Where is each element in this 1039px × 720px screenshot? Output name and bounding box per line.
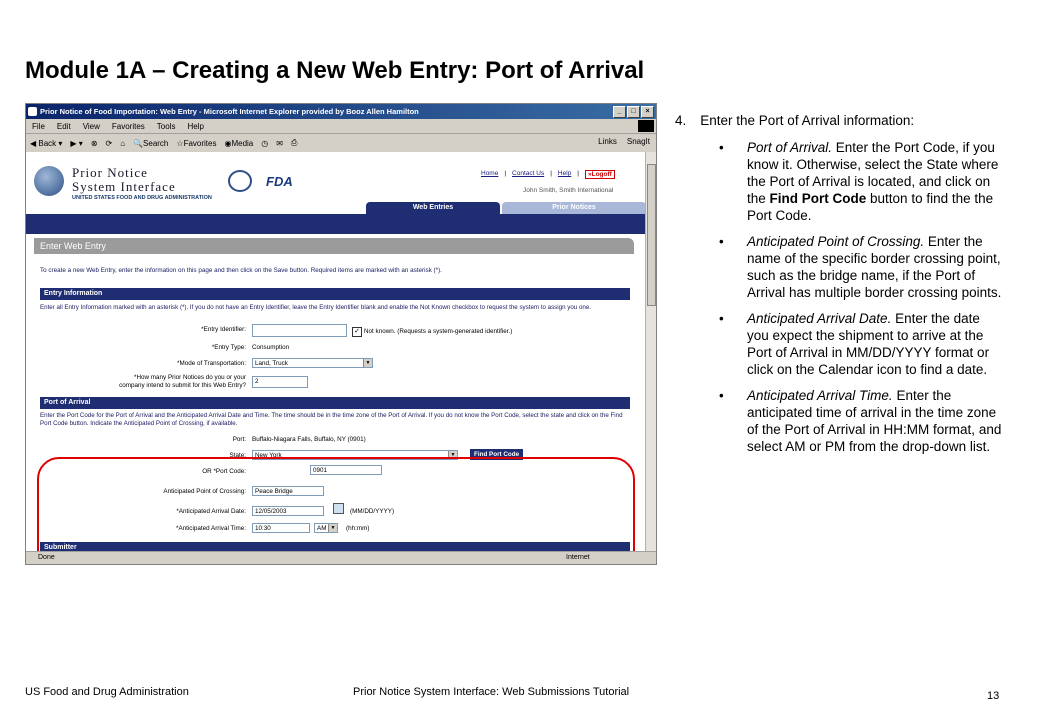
status-text: Done — [38, 554, 55, 561]
arrival-date-input[interactable]: 12/05/2003 — [252, 506, 324, 516]
maximize-icon[interactable]: □ — [627, 106, 640, 118]
slide-title: Module 1A – Creating a New Web Entry: Port of Arrival — [25, 57, 645, 84]
state-label: State: — [229, 452, 246, 459]
forward-button[interactable]: ▶ ▾ — [70, 138, 83, 148]
highlight-ellipse — [37, 457, 635, 552]
time-format-hint: (hh:mm) — [346, 525, 370, 532]
entry-info-note: Enter all Entry Information marked with an asterisk (*). If you do not have an Entry Identifier, leave the Entry Identifier blank and enable the Not Known checkbox to request the system to assign you one. — [40, 304, 591, 311]
bullet-time-text: Enter the anticipated time of arrival in the time zone of the Port of Arrival in HH:MM format, and select AM or PM from the drop-down list. — [747, 388, 1002, 454]
tab-prior-notices[interactable]: Prior Notices — [502, 202, 646, 214]
window-title: Prior Notice of Food Importation: Web Entry - Microsoft Internet Explorer provided by Booz Allen Hamilton — [40, 107, 419, 116]
contact-link[interactable]: Contact Us — [512, 170, 545, 177]
menu-file[interactable]: File — [32, 121, 45, 131]
minimize-icon[interactable]: _ — [613, 106, 626, 118]
submitter-header: Submitter — [40, 542, 630, 552]
port-code-input[interactable]: 0901 — [310, 465, 382, 475]
close-icon[interactable]: × — [641, 106, 654, 118]
internet-zone: Internet — [566, 554, 590, 561]
refresh-icon[interactable]: ⟳ — [105, 138, 113, 148]
bullet-date-term: Anticipated Arrival Date. — [747, 311, 892, 326]
port-header: Port of Arrival — [40, 397, 630, 409]
vertical-scrollbar[interactable] — [645, 152, 656, 552]
menu-favorites[interactable]: Favorites — [111, 121, 145, 131]
footer-left: US Food and Drug Administration — [25, 686, 189, 698]
stop-icon[interactable]: ⊗ — [90, 138, 98, 148]
page-number: 13 — [987, 690, 1000, 702]
crossing-input[interactable]: Peace Bridge — [252, 486, 324, 496]
section-title: Enter Web Entry — [34, 238, 634, 254]
menu-view[interactable]: View — [82, 121, 100, 131]
page-content — [26, 152, 646, 552]
bullet-crossing-term: Anticipated Point of Crossing. — [747, 234, 925, 249]
ie-icon — [28, 107, 37, 116]
mode-select[interactable] — [252, 358, 373, 368]
fda-logo: FDA — [266, 174, 293, 189]
bullet-port-text-a: Enter the Port Code, if you know it. Otherwise, select the State where the Port of Arrival is located, and click on the — [747, 140, 999, 206]
find-port-code-button[interactable]: Find Port Code — [470, 449, 523, 460]
home-icon[interactable]: ⌂ — [120, 138, 126, 148]
bullet-crossing-text: Enter the name of the specific border crossing point, such as the bridge name, if the Port of Arrival has multiple border crossing points. — [747, 234, 1002, 300]
entry-identifier-label: *Entry Identifier: — [201, 326, 246, 333]
back-button[interactable]: ◀ Back ▾ — [30, 138, 63, 148]
status-bar — [26, 551, 656, 564]
bullet-time — [675, 387, 1010, 455]
arrival-date-label: *Anticipated Arrival Date: — [176, 508, 246, 515]
bullet-port-term: Port of Arrival. — [747, 140, 833, 155]
browser-screenshot — [25, 103, 657, 565]
links-button[interactable]: Links — [598, 137, 617, 146]
footer-center: Prior Notice System Interface: Web Submissions Tutorial — [353, 686, 630, 698]
instructions — [675, 112, 1010, 464]
tab-web-entries[interactable]: Web Entries — [366, 202, 500, 214]
port-note: Enter the Port Code for the Port of Arrival and the Anticipated Arrival Date and Time. The time should be in the time zone of the Port of Arrival. If you do not know the Port Code, select the state and click on the Find Port Code button. Indicate the Anticipated Point of Crossing, if available. — [40, 412, 623, 427]
hhs-eagle-icon — [228, 170, 252, 192]
snagit-button[interactable]: SnagIt — [626, 137, 650, 146]
bullet-date-text: Enter the date you expect the shipment to arrive at the Port of Arrival in MM/DD/YYYY format or click on the Calendar icon to find a date. — [747, 311, 990, 377]
entry-info-header: Entry Information — [40, 288, 630, 300]
how-many-label-2: company intend to submit for this Web Entry? — [119, 382, 246, 389]
menu-help[interactable]: Help — [187, 121, 204, 131]
media-button[interactable]: ◉Media — [224, 138, 254, 148]
port-value: Buffalo-Niagara Falls, Buffalo, NY (0901) — [252, 436, 366, 443]
arrival-time-input[interactable]: 10:30 — [252, 523, 310, 533]
bullet-crossing — [675, 233, 1010, 301]
search-button[interactable]: 🔍Search — [133, 138, 169, 148]
chevron-down-icon: ▼ — [448, 451, 457, 459]
not-known-label: Not known. (Requests a system-generated identifier.) — [364, 328, 513, 335]
nav-band — [26, 214, 646, 234]
mode-label: *Mode of Transportation: — [177, 360, 246, 367]
bullet-port-bold: Find Port Code — [769, 191, 867, 206]
ampm-select-value: AM — [317, 525, 327, 532]
logoff-button[interactable]: »Logoff — [585, 170, 615, 179]
bullet-port-text-b: button to find the the Port Code. — [747, 191, 994, 223]
step-text: Enter the Port of Arrival information: — [700, 113, 915, 128]
how-many-label-1: *How many Prior Notices do you or your — [134, 374, 246, 381]
chevron-down-icon: ▼ — [328, 524, 337, 532]
intro-text: To create a new Web Entry, enter the information on this page and then click on the Save button. Required items are marked with an asterisk (*). — [40, 267, 442, 274]
user-name: John Smith, Smith International — [523, 187, 614, 194]
help-link[interactable]: Help — [557, 170, 572, 177]
how-many-input[interactable]: 2 — [252, 376, 308, 388]
entry-type-value: Consumption — [252, 344, 290, 351]
arrival-time-label: *Anticipated Arrival Time: — [176, 525, 246, 532]
step-number: 4. — [675, 113, 687, 128]
port-label: Port: — [232, 436, 246, 443]
menu-bar — [26, 119, 656, 134]
logo-line-2: System Interface — [72, 179, 176, 194]
logo-subtitle: UNITED STATES FOOD AND DRUG ADMINISTRATION — [72, 195, 212, 201]
crossing-label: Anticipated Point of Crossing: — [163, 488, 246, 495]
app-logo-text — [72, 166, 176, 194]
menu-edit[interactable]: Edit — [56, 121, 71, 131]
home-link[interactable]: Home — [481, 170, 499, 177]
step-4 — [675, 112, 1010, 129]
mode-select-value: Land, Truck — [255, 360, 288, 367]
print-icon[interactable]: ⎙ — [290, 138, 298, 147]
bullet-time-term: Anticipated Arrival Time. — [747, 388, 893, 403]
top-links: Home | Contact Us | Help | »Logoff — [481, 170, 615, 179]
state-select-value: New York — [255, 452, 282, 459]
scrollbar-thumb[interactable] — [647, 164, 656, 306]
port-code-label: OR *Port Code: — [202, 468, 246, 475]
globe-logo-icon — [34, 166, 64, 196]
windows-logo-icon — [638, 120, 654, 132]
entry-type-label: *Entry Type: — [211, 344, 246, 351]
browser-titlebar — [26, 104, 656, 119]
date-format-hint: (MM/DD/YYYY) — [350, 508, 395, 515]
logo-line-1: Prior Notice — [72, 165, 148, 180]
mail-icon[interactable]: ✉ — [276, 138, 283, 148]
browser-toolbar — [26, 134, 656, 153]
favorites-button[interactable]: ☆Favorites — [176, 138, 217, 148]
entry-identifier-input[interactable] — [252, 324, 347, 337]
not-known-checkbox[interactable]: ✓ — [352, 327, 362, 337]
chevron-down-icon: ▼ — [363, 359, 372, 367]
bullet-port — [675, 139, 1010, 224]
menu-tools[interactable]: Tools — [156, 121, 176, 131]
bullet-date — [675, 310, 1010, 378]
history-icon[interactable]: ◷ — [261, 138, 269, 148]
